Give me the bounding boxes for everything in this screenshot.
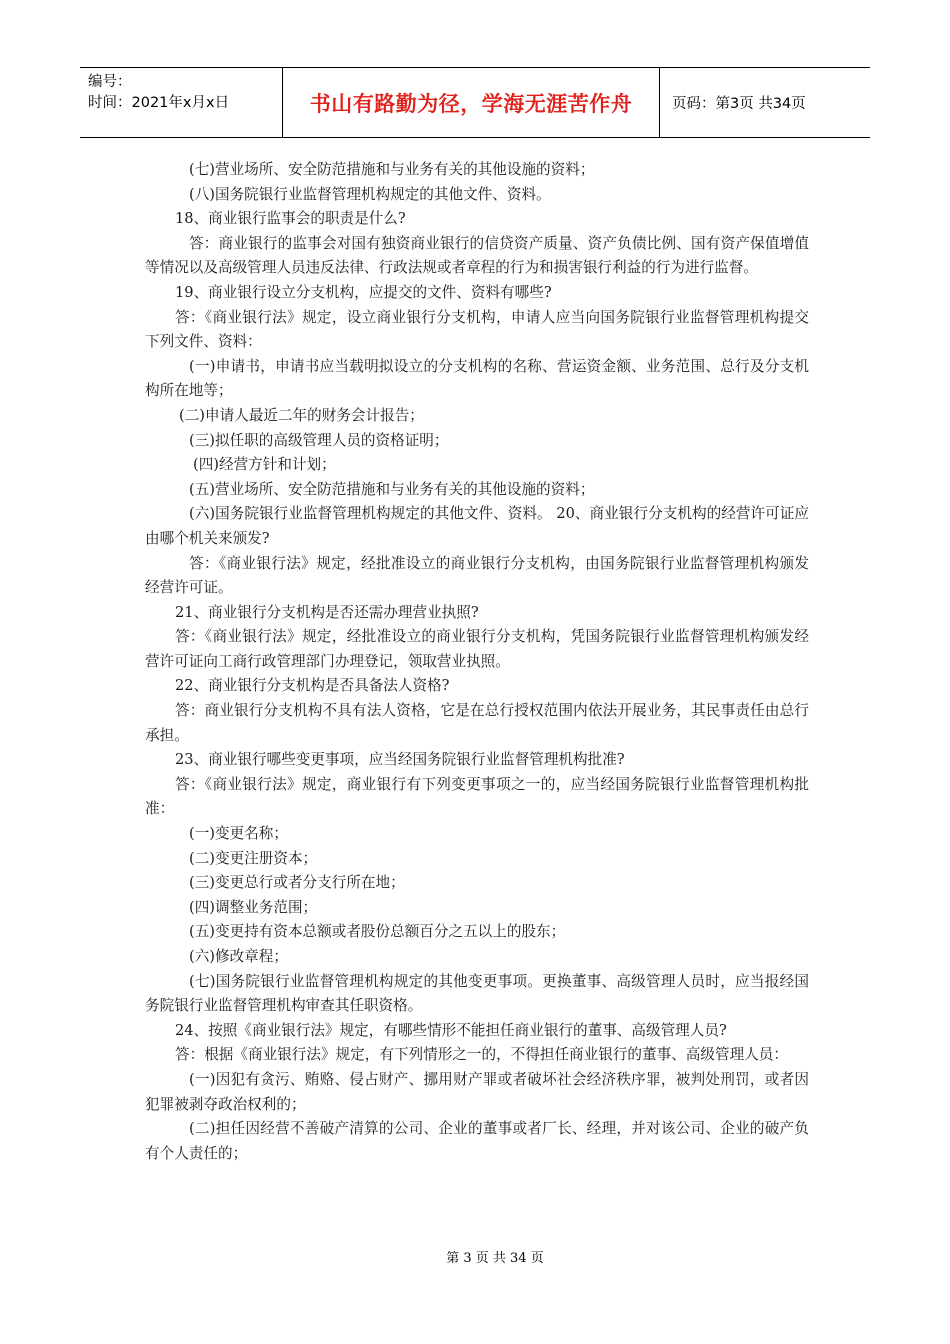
- list-item: (一)申请书，申请书应当载明拟设立的分支机构的名称、营运资金额、业务范围、总行及分支机构所在地等；: [145, 357, 809, 400]
- list-item: (七)国务院银行业监督管理机构规定的其他变更事项。更换董事、高级管理人员时，应当报经国务院银行业监督管理机构审查其任职资格。: [145, 972, 809, 1015]
- list-item: (二)变更注册资本；: [189, 849, 318, 867]
- answer-paragraph: 答：根据《商业银行法》规定，有下列情形之一的，不得担任商业银行的董事、高级管理人员：: [175, 1046, 788, 1064]
- answer-paragraph: 答：《商业银行法》规定，设立商业银行分支机构，申请人应当向国务院银行业监督管理机构提交下列文件、资料：: [145, 308, 809, 351]
- page-footer: 第 3 页 共 34 页: [446, 1251, 544, 1266]
- list-item: (三)变更总行或者分支行所在地；: [189, 874, 405, 892]
- list-item: (四)经营方针和计划；: [193, 456, 336, 474]
- list-item: (六)修改章程；: [189, 948, 288, 965]
- header-motto: 书山有路勤为径，学海无涯苦作舟: [282, 68, 660, 137]
- list-item: (二)申请人最近二年的财务会计报告；: [179, 406, 424, 424]
- answer-paragraph: 答：商业银行分支机构不具有法人资格，它是在总行授权范围内依法开展业务，其民事责任由总行承担。: [145, 702, 809, 744]
- list-item: (五)营业场所、安全防范措施和与业务有关的其他设施的资料；: [189, 480, 595, 498]
- question-heading: 22、商业银行分支机构是否具备法人资格?: [175, 677, 450, 695]
- list-item: (六)国务院银行业监督管理机构规定的其他文件、资料。 20、商业银行分支机构的经营许可证应由哪个机关来颁发?: [145, 505, 809, 547]
- answer-paragraph: 答：《商业银行法》规定，经批准设立的商业银行分支机构，由国务院银行业监督管理机构颁发经营许可证。: [145, 554, 809, 597]
- question-heading: 24、按照《商业银行法》规定，有哪些情形不能担任商业银行的董事、高级管理人员?: [175, 1021, 727, 1039]
- page-header: [80, 67, 870, 138]
- question-heading: 18、商业银行监事会的职责是什么?: [175, 210, 406, 228]
- list-item: (二)担任因经营不善破产清算的公司、企业的董事或者厂长、经理，并对该公司、企业的破产负有个人责任的；: [145, 1120, 809, 1162]
- question-heading: 21、商业银行分支机构是否还需办理营业执照?: [175, 603, 479, 621]
- list-item: (一)变更名称；: [189, 825, 288, 843]
- answer-paragraph: 答：《商业银行法》规定，经批准设立的商业银行分支机构，凭国务院银行业监督管理机构颁发经营许可证向工商行政管理部门办理登记，领取营业执照。: [145, 628, 809, 670]
- header-page-indicator: 页码：第3页 共34页: [672, 96, 806, 112]
- question-heading: 23、商业银行哪些变更事项，应当经国务院银行业监督管理机构批准?: [175, 751, 625, 769]
- document-number-label: 编号：: [88, 74, 132, 90]
- list-item: (一)因犯有贪污、贿赂、侵占财产、挪用财产罪或者破坏社会经济秩序罪，被判处刑罚，或者因犯罪被剥夺政治权利的；: [145, 1070, 809, 1113]
- document-date-label: 时间：2021年x月x日: [88, 95, 230, 111]
- document-body: [145, 158, 809, 1166]
- answer-paragraph: 答：商业银行的监事会对国有独资商业银行的信贷资产质量、资产负债比例、国有资产保值增值等情况以及高级管理人员违反法律、行政法规或者章程的行为和损害银行利益的行为进行监督。: [145, 234, 809, 277]
- paragraph: (八)国务院银行业监督管理机构规定的其他文件、资料。: [189, 185, 551, 203]
- list-item: (四)调整业务范围；: [189, 898, 318, 916]
- paragraph: (七)营业场所、安全防范措施和与业务有关的其他设施的资料；: [189, 161, 595, 178]
- list-item: (三)拟任职的高级管理人员的资格证明；: [189, 431, 449, 449]
- answer-paragraph: 答：《商业银行法》规定，商业银行有下列变更事项之一的，应当经国务院银行业监督管理机构批准：: [145, 775, 809, 818]
- question-heading: 19、商业银行设立分支机构，应提交的文件、资料有哪些?: [175, 283, 552, 301]
- header-meta: [80, 68, 282, 137]
- list-item: (五)变更持有资本总额或者股份总额百分之五以上的股东；: [189, 923, 566, 941]
